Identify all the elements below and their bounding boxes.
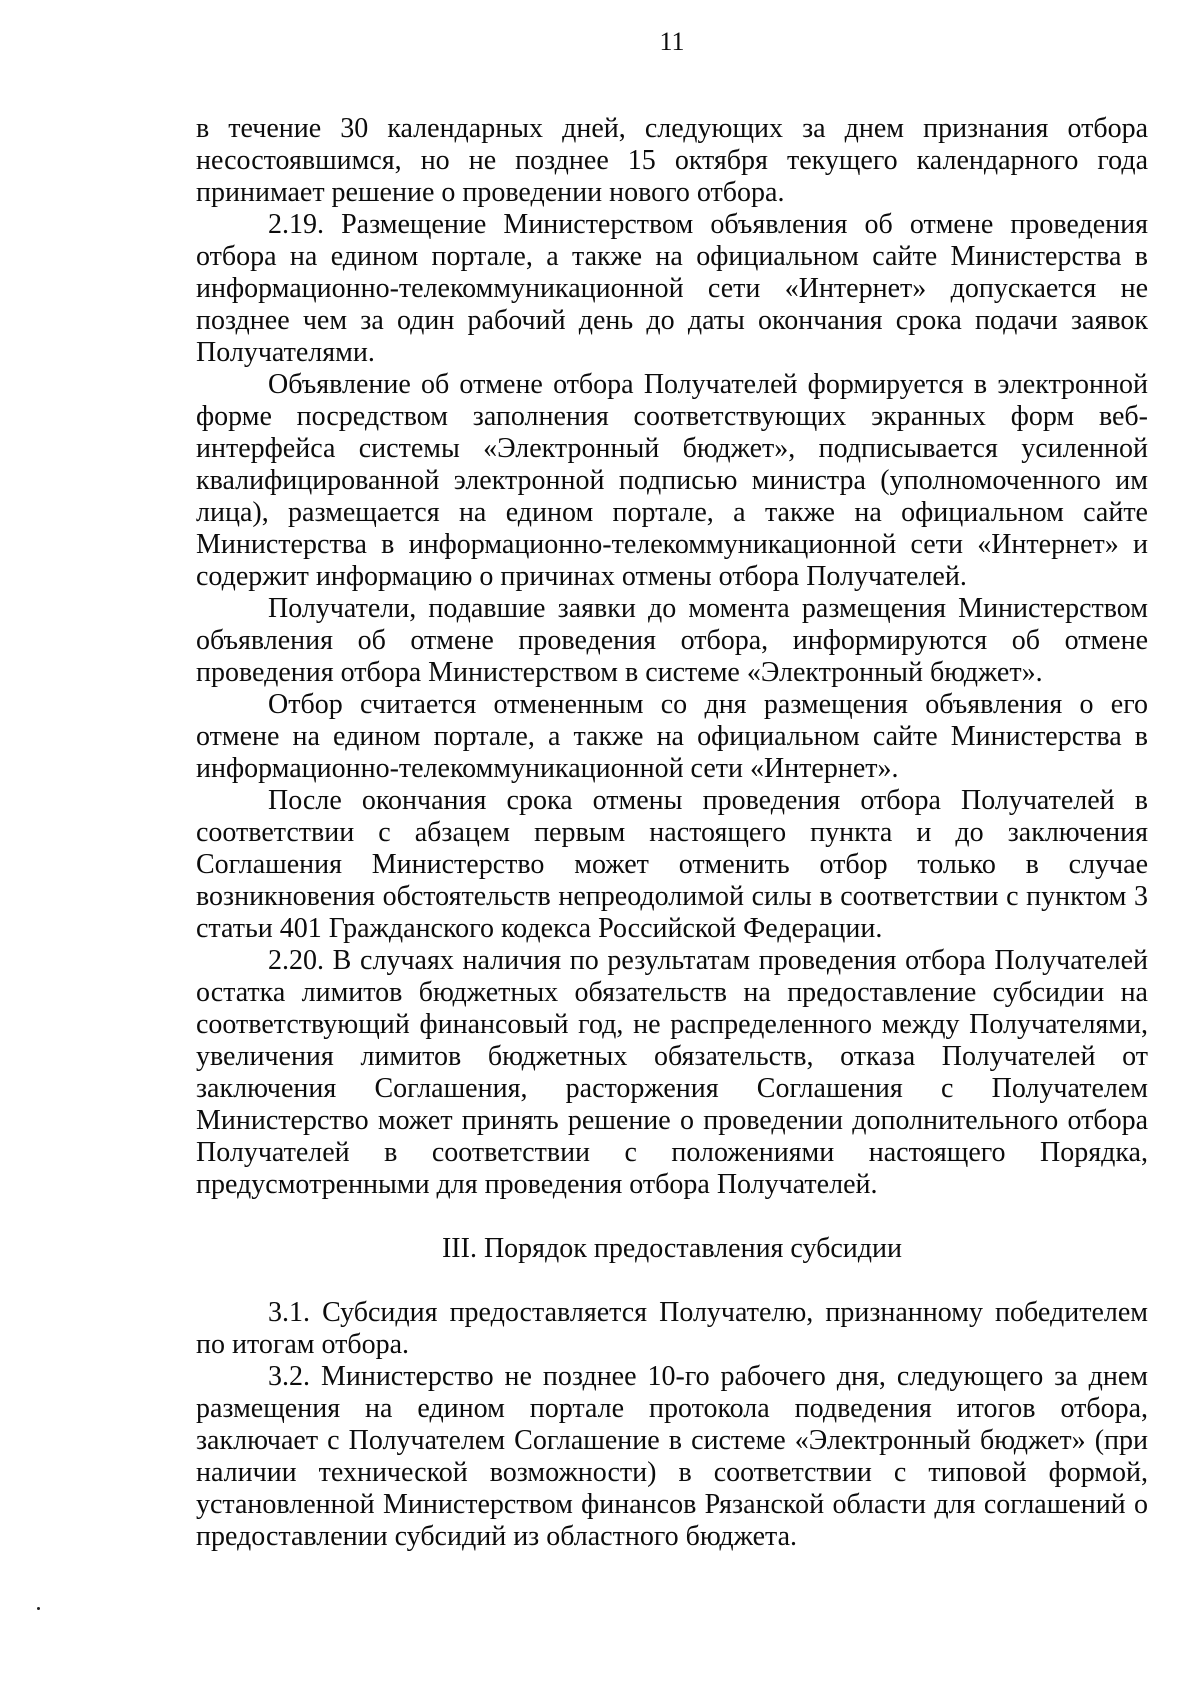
paragraph-3-1: 3.1. Субсидия предоставляется Получателю, признанному победителем по итогам отбора. xyxy=(196,1297,1148,1360)
paragraph-3-2: 3.2. Министерство не позднее 10-го рабочего дня, следующего за днем размещения на едином портале протокола подведения итогов отбора, заключает с Получателем Соглашение в системе «Электронный бюджет» (при наличии технической возможности) в соответствии с типовой формой, установленной Министерством финансов Рязанской области для соглашений о предоставлении субсидий из областного бюджета. xyxy=(196,1361,1148,1552)
scan-speck xyxy=(37,1607,40,1610)
paragraph-selection-cancelled: Отбор считается отмененным со дня размещения объявления о его отмене на едином портале, а также на официальном сайте Министерства в информационно-телекоммуникационной сети «Интернет». xyxy=(196,689,1148,784)
paragraph-recipients-informed: Получатели, подавшие заявки до момента размещения Министерством объявления об отмене проведения отбора, информируются об отмене проведения отбора Министерством в системе «Электронный бюджет». xyxy=(196,593,1148,688)
section-heading: III. Порядок предоставления субсидии xyxy=(441,1233,902,1264)
paragraph-cancel-announcement: Объявление об отмене отбора Получателей формируется в электронной форме посредством заполнения соответствующих экранных форм веб-интерфейса системы «Электронный бюджет», подписывается усиленной квалифицированной электронной подписью министра (уполномоченного им лица), размещается на едином портале, а также на официальном сайте Министерства в информационно-телекоммуникационной сети «Интернет» и содержит информацию о причинах отмены отбора Получателей. xyxy=(196,369,1148,592)
paragraph-2-19: 2.19. Размещение Министерством объявления об отмене проведения отбора на едином портале, а также на официальном сайте Министерства в информационно-телекоммуникационной сети «Интернет» допускается не позднее чем за один рабочий день до даты окончания срока подачи заявок Получателями. xyxy=(196,209,1148,368)
paragraph-continuation: в течение 30 календарных дней, следующих за днем признания отбора несостоявшимся, но не позднее 15 октября текущего календарного года принимает решение о проведении нового отбора. xyxy=(196,113,1148,208)
paragraph-2-20: 2.20. В случаях наличия по результатам проведения отбора Получателей остатка лимитов бюджетных обязательств на предоставление субсидии на соответствующий финансовый год, не распределенного между Получателями, увеличения лимитов бюджетных обязательств, отказа Получателей от заключения Соглашения, расторжения Соглашения с Получателем Министерство может принять решение о проведении дополнительного отбора Получателей в соответствии с положениями настоящего Порядка, предусмотренными для проведения отбора Получателей. xyxy=(196,945,1148,1200)
document-body xyxy=(196,113,1148,1553)
page-number: 11 xyxy=(659,27,685,56)
paragraph-force-majeure: После окончания срока отмены проведения отбора Получателей в соответствии с абзацем первым настоящего пункта и до заключения Соглашения Министерство может отменить отбор только в случае возникновения обстоятельств непреодолимой силы в соответствии с пунктом 3 статьи 401 Гражданского кодекса Российской Федерации. xyxy=(196,785,1148,944)
